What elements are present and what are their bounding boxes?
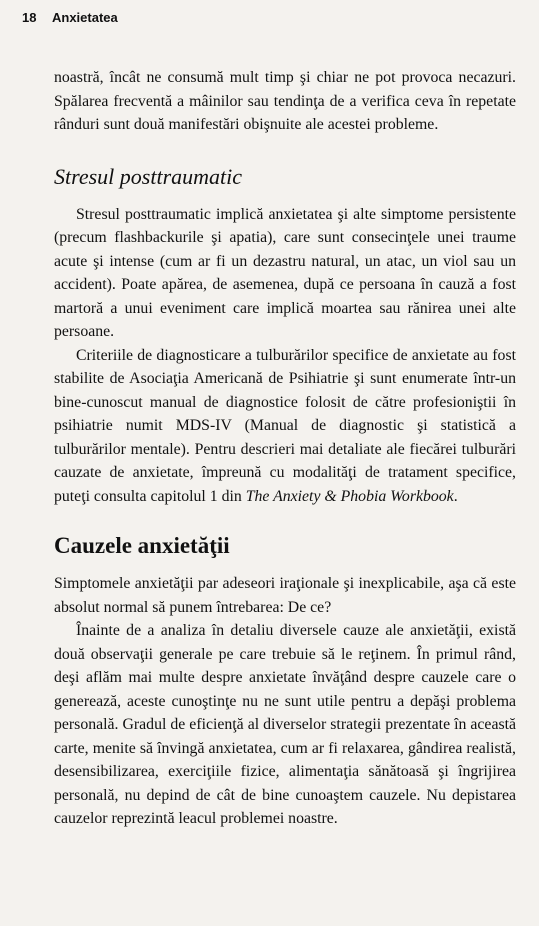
ptsd-paragraph-2-end: . [453,487,458,505]
ptsd-paragraph-1: Stresul posttraumatic implică anxietatea şi alte simptome persistente (precum flashbackurile şi apatia), care sunt consecinţele unei traume acute şi intense (cum ar fi un dezastru natural, un atac, un viol sau un accident). Poate apărea, de asemenea, după ce persoana în cauză a fost martoră a unui eveniment care implică moartea sau rănirea unei alte persoane. [54,205,516,340]
causes-paragraph-1: Simptomele anxietăţii par adeseori iraţionale şi inexplicabile, aşa că este absolut normal să punem întrebarea: De ce? [54,575,516,616]
running-title: Anxietatea [52,10,118,25]
book-title: The Anxiety & Phobia Workbook [245,487,454,505]
page-body [54,66,516,831]
ptsd-paragraph-2 [54,344,516,509]
intro-paragraph: noastră, încât ne consumă mult timp şi chiar ne pot provoca necazuri. Spălarea frecventă a mâinilor sau tendinţa de a verifica ceva în repetate rânduri sunt două manifestări obişnuite ale acestei probleme. [54,69,516,133]
running-header [22,10,118,25]
ptsd-heading: Stresul posttraumatic [54,163,243,189]
causes-paragraph-2: Înainte de a analiza în detaliu diversele cauze ale anxietăţii, există două observaţii generale pe care trebuie să le reţinem. În primul rând, deşi aflăm mai multe despre anxietate învăţând despre cauzele care o generează, aceste cunoştinţe nu ne sunt utile pentru a depăşi problema personală. Gradul de eficienţă al diverselor strategii prezentate în această carte, menite să învingă anxietatea, cum ar fi relaxarea, gândirea realistă, desensibilizarea, exerciţiile fizice, alimentaţia sănătoasă şi îngrijirea personală, nu depind de cât de bine cunoaştem cauzele. Nu depistarea cauzelor reprezintă leacul problemei noastre. [54,622,516,827]
causes-heading: Cauzele anxietăţii [54,533,230,558]
ptsd-paragraph-2-text: Criteriile de diagnosticare a tulburărilor specifice de anxietate au fost stabilite de Asociaţia Americană de Psihiatrie şi sunt enumerate într-un bine-cunoscut manual de diagnostice folosit de către profesioniştii în psihiatrie numit MDS-IV (Manual de diagnostic şi statistică a tulburărilor mentale). Pentru descrieri mai detaliate ale fiecărei tulburări cauzate de anxietate, împreună cu modalităţi de tratament specifice, puteţi consulta capitolul 1 din [54,346,516,505]
page-number: 18 [22,10,37,25]
